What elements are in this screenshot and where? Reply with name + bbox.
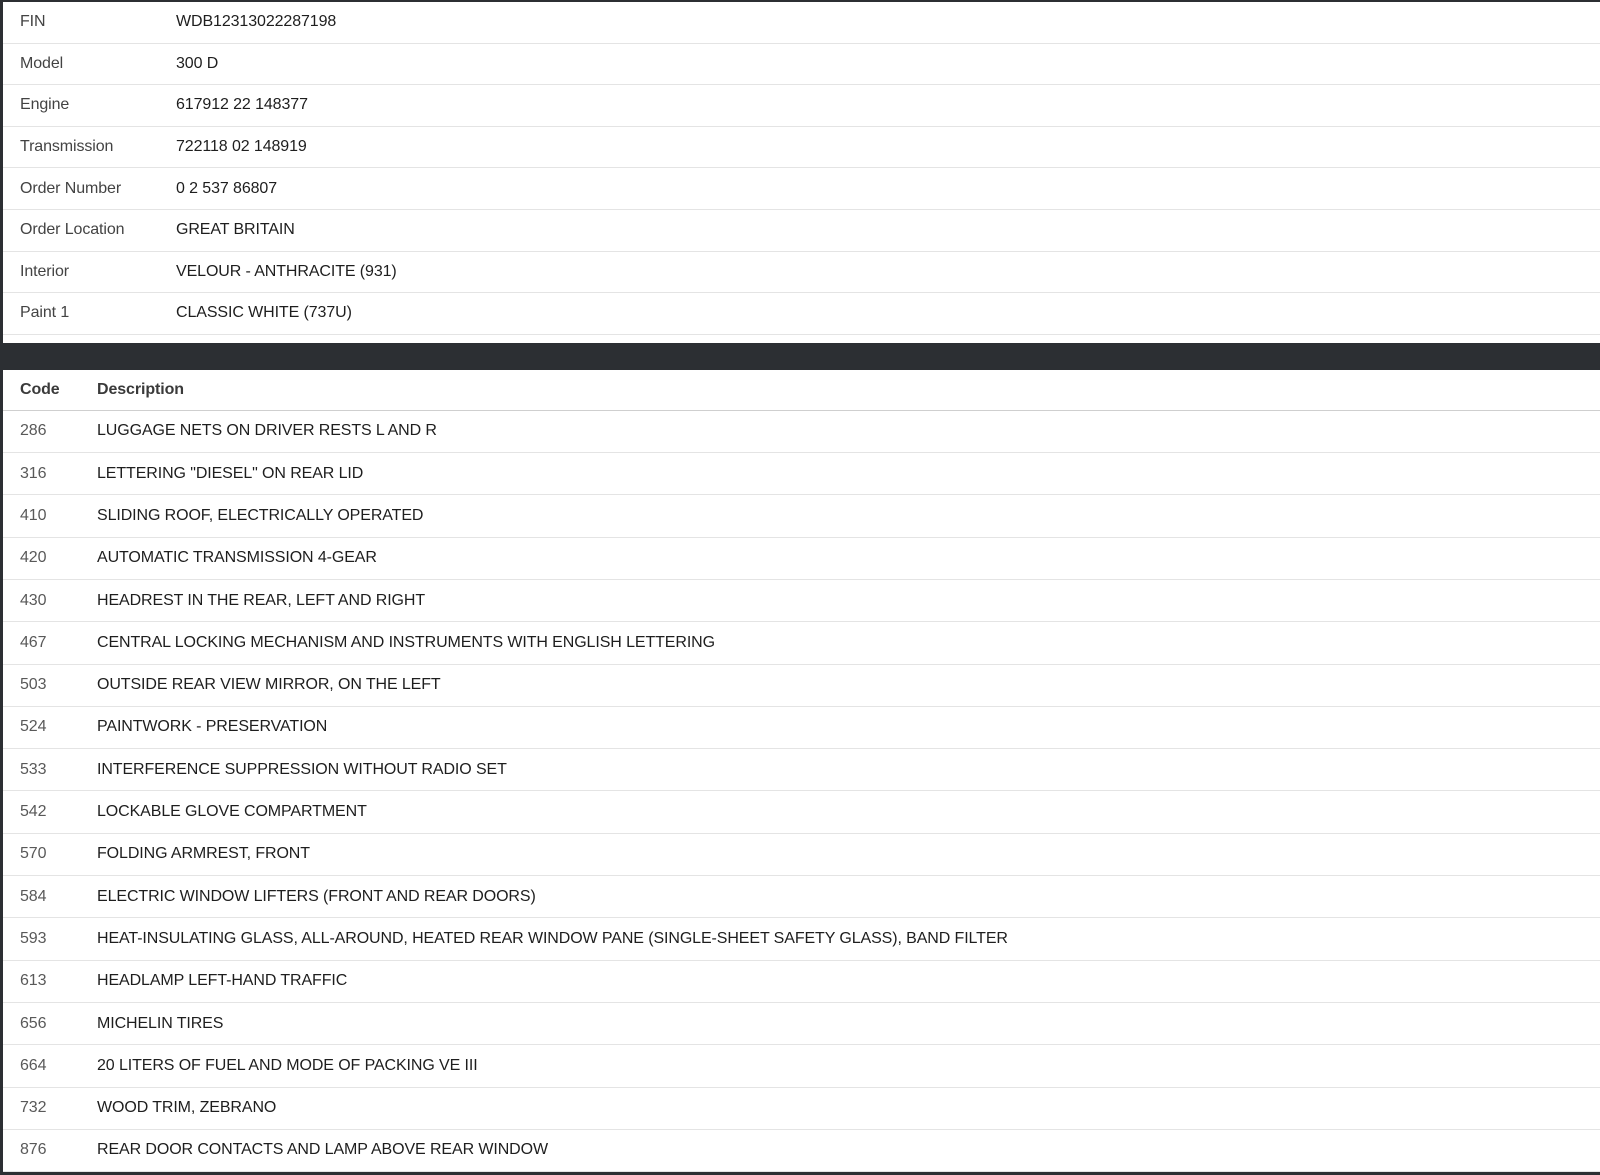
table-row bbox=[3, 1003, 1600, 1045]
option-description: WOOD TRIM, ZEBRANO bbox=[97, 1099, 277, 1117]
table-header-row bbox=[3, 370, 1600, 411]
row-value: WDB12313022287198 bbox=[176, 13, 337, 31]
option-description: HEADREST IN THE REAR, LEFT AND RIGHT bbox=[97, 591, 426, 609]
option-code: 570 bbox=[20, 845, 47, 863]
option-description: SLIDING ROOF, ELECTRICALLY OPERATED bbox=[97, 506, 424, 524]
row-value: CLASSIC WHITE (737U) bbox=[176, 304, 352, 322]
table-row bbox=[3, 622, 1600, 664]
table-row bbox=[3, 44, 1600, 86]
table-row bbox=[3, 580, 1600, 622]
table-row bbox=[3, 1130, 1600, 1172]
table-row bbox=[3, 85, 1600, 127]
table-row bbox=[3, 918, 1600, 960]
option-code: 656 bbox=[20, 1014, 47, 1032]
option-code: 503 bbox=[20, 676, 47, 694]
option-description: HEAT-INSULATING GLASS, ALL-AROUND, HEATED REAR WINDOW PANE (SINGLE-SHEET SAFETY GLASS), BAND FILTER bbox=[97, 929, 1008, 947]
option-code: 286 bbox=[20, 422, 47, 440]
table-row bbox=[3, 1088, 1600, 1130]
row-value: 617912 22 148377 bbox=[176, 96, 308, 114]
option-description: INTERFERENCE SUPPRESSION WITHOUT RADIO SET bbox=[97, 760, 507, 778]
row-label: Paint 1 bbox=[20, 304, 70, 322]
table-row bbox=[3, 2, 1600, 44]
row-value: 300 D bbox=[176, 54, 219, 72]
table-row bbox=[3, 791, 1600, 833]
table-row bbox=[3, 252, 1600, 294]
row-label: Order Number bbox=[20, 179, 122, 197]
section-divider-bar bbox=[3, 343, 1600, 370]
vehicle-info-table bbox=[3, 2, 1600, 343]
table-row bbox=[3, 876, 1600, 918]
option-description: LETTERING "DIESEL" ON REAR LID bbox=[97, 464, 364, 482]
option-code: 467 bbox=[20, 633, 47, 651]
option-description: AUTOMATIC TRANSMISSION 4-GEAR bbox=[97, 549, 377, 567]
option-code: 533 bbox=[20, 760, 47, 778]
option-description: FOLDING ARMREST, FRONT bbox=[97, 845, 310, 863]
option-code: 430 bbox=[20, 591, 47, 609]
option-description: 20 LITERS OF FUEL AND MODE OF PACKING VE III bbox=[97, 1056, 478, 1074]
row-label: Model bbox=[20, 54, 64, 72]
row-value: 0 2 537 86807 bbox=[176, 179, 278, 197]
option-description: HEADLAMP LEFT-HAND TRAFFIC bbox=[97, 972, 348, 990]
column-header-code: Code bbox=[20, 380, 60, 398]
column-header-description: Description bbox=[97, 380, 184, 398]
option-code: 593 bbox=[20, 929, 47, 947]
option-code: 524 bbox=[20, 718, 47, 736]
option-description: CENTRAL LOCKING MECHANISM AND INSTRUMENTS WITH ENGLISH LETTERING bbox=[97, 633, 715, 651]
table-row bbox=[3, 665, 1600, 707]
table-row bbox=[3, 707, 1600, 749]
table-row bbox=[3, 411, 1600, 453]
table-row bbox=[3, 538, 1600, 580]
table-row bbox=[3, 168, 1600, 210]
table-row bbox=[3, 127, 1600, 169]
option-description: LUGGAGE NETS ON DRIVER RESTS L AND R bbox=[97, 422, 437, 440]
option-code: 542 bbox=[20, 803, 47, 821]
option-description: MICHELIN TIRES bbox=[97, 1014, 224, 1032]
option-description: ELECTRIC WINDOW LIFTERS (FRONT AND REAR DOORS) bbox=[97, 887, 536, 905]
option-code: 420 bbox=[20, 549, 47, 567]
table-row bbox=[3, 1045, 1600, 1087]
option-code: 613 bbox=[20, 972, 47, 990]
option-code: 664 bbox=[20, 1056, 47, 1074]
option-description: OUTSIDE REAR VIEW MIRROR, ON THE LEFT bbox=[97, 676, 441, 694]
row-value: VELOUR - ANTHRACITE (931) bbox=[176, 262, 397, 280]
table-row bbox=[3, 961, 1600, 1003]
table-row bbox=[3, 834, 1600, 876]
table-row bbox=[3, 749, 1600, 791]
option-code: 410 bbox=[20, 506, 47, 524]
option-description: REAR DOOR CONTACTS AND LAMP ABOVE REAR WINDOW bbox=[97, 1141, 548, 1159]
row-label: FIN bbox=[20, 13, 46, 31]
table-row bbox=[3, 210, 1600, 252]
option-code: 584 bbox=[20, 887, 47, 905]
option-description: LOCKABLE GLOVE COMPARTMENT bbox=[97, 803, 367, 821]
row-value: 722118 02 148919 bbox=[176, 138, 307, 156]
option-code: 876 bbox=[20, 1141, 47, 1159]
options-table bbox=[3, 370, 1600, 1172]
table-row bbox=[3, 495, 1600, 537]
option-description: PAINTWORK - PRESERVATION bbox=[97, 718, 328, 736]
row-label: Engine bbox=[20, 96, 70, 114]
row-label: Interior bbox=[20, 262, 69, 280]
table-row bbox=[3, 453, 1600, 495]
row-label: Transmission bbox=[20, 138, 114, 156]
option-code: 732 bbox=[20, 1099, 47, 1117]
table-row bbox=[3, 293, 1600, 335]
row-value: GREAT BRITAIN bbox=[176, 221, 295, 239]
row-label: Order Location bbox=[20, 221, 125, 239]
option-code: 316 bbox=[20, 464, 47, 482]
